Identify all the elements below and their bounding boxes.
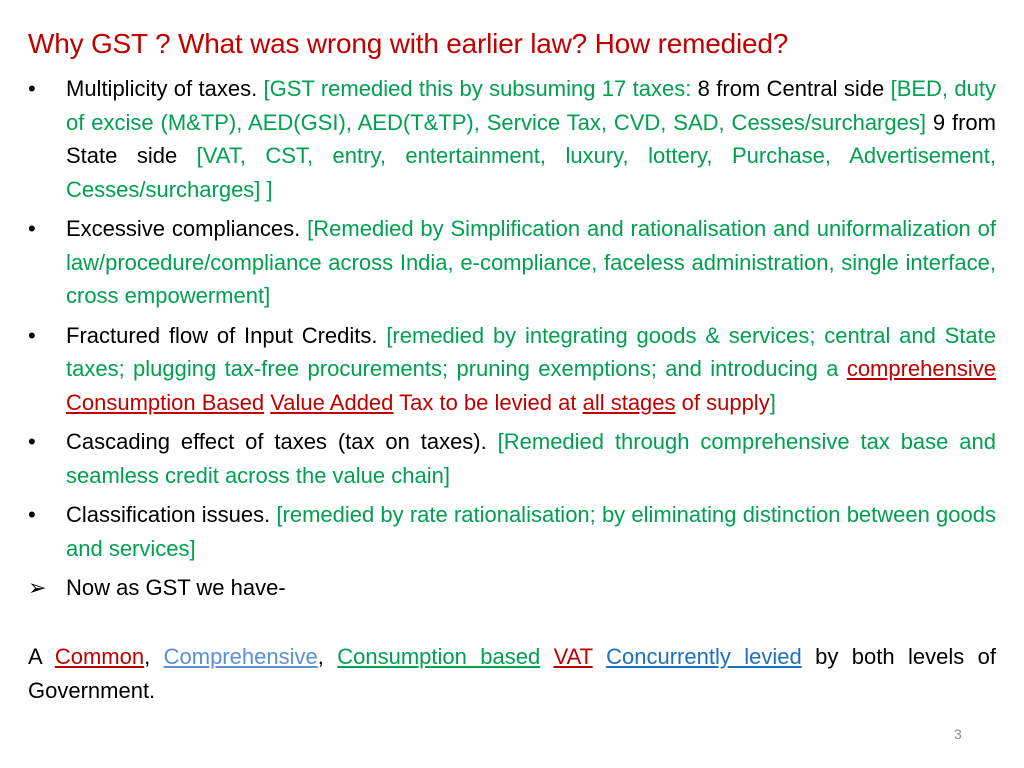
item-text: 9 from State side — [66, 109, 996, 168]
item-text: [GST remedied this by subsuming 17 taxes: — [257, 76, 698, 101]
term-comprehensive: Comprehensive — [163, 644, 318, 669]
underlined-term: all stages — [582, 389, 676, 415]
underlined-term: Consumption Based — [66, 389, 265, 415]
bullet-icon: • — [28, 216, 36, 241]
list-item-compliances — [28, 212, 996, 313]
slide-title: Why GST ? What was wrong with earlier law? How remedied? — [28, 28, 789, 59]
underlined-term: comprehensive — [846, 356, 996, 381]
item-text: Tax to be levied at — [393, 389, 583, 415]
bullet-icon: • — [28, 429, 36, 454]
list-item-cascading — [28, 425, 996, 492]
term-consumption-based: Consumption based — [337, 644, 541, 669]
term-concurrently-levied: Concurrently levied — [606, 644, 802, 669]
item-heading: Fractured flow of Input Credits. — [66, 322, 378, 348]
list-item-classification — [28, 498, 996, 565]
bullet-icon: • — [28, 322, 36, 348]
arrow-bullet-icon: ➢ — [28, 575, 47, 600]
item-text: ] — [769, 389, 776, 415]
item-heading: Multiplicity of taxes. — [66, 76, 258, 101]
item-heading: Now as GST we have- — [66, 575, 286, 600]
item-text: of supply — [675, 389, 770, 415]
list-item-now-gst — [28, 571, 996, 605]
term-vat: VAT — [553, 644, 593, 669]
conclusion-text: by both levels of Government. — [28, 644, 996, 703]
conclusion-paragraph: A Common, Comprehensive, Consumption based VAT Concurrently levied by both levels of Government. — [28, 644, 996, 703]
item-heading: Excessive compliances. — [66, 216, 301, 241]
item-text: 8 from Central side — [697, 76, 885, 101]
item-text: [Remedied by Simplification and rationalisation and uniformalization of law/procedure/compliance across India, e-compliance, faceless administration, single interface, cross empowerment] — [66, 216, 996, 308]
term-common: Common — [54, 644, 145, 669]
item-text: [remedied by rate rationalisation; by eliminating distinction between goods and services] — [66, 502, 996, 561]
bullet-list — [28, 72, 996, 611]
page-number: 3 — [954, 726, 962, 742]
item-text: [Remedied through comprehensive tax base and seamless credit across the value chain] — [66, 429, 996, 488]
bullet-icon: • — [28, 76, 36, 101]
conclusion-text: A — [28, 644, 55, 669]
bullet-icon: • — [28, 502, 36, 527]
list-item-input-credits — [28, 319, 996, 420]
item-heading: Classification issues. — [66, 502, 271, 527]
item-text: [VAT, CST, entry, entertainment, luxury, lottery, Purchase, Advertisement, Cesses/surcharges] ] — [66, 143, 996, 202]
underlined-term: Value Added — [270, 389, 394, 415]
list-item-multiplicity — [28, 72, 996, 206]
item-heading: Cascading effect of taxes (tax on taxes). — [66, 429, 487, 454]
item-text: [remedied by integrating goods & services; central and State taxes; plugging tax-free procurements; pruning exemptions; and introducing a — [66, 322, 996, 381]
item-text: [BED, duty of excise (M&TP), AED(GSI), AED(T&TP), Service Tax, CVD, SAD, Cesses/surcharges] — [66, 76, 996, 135]
